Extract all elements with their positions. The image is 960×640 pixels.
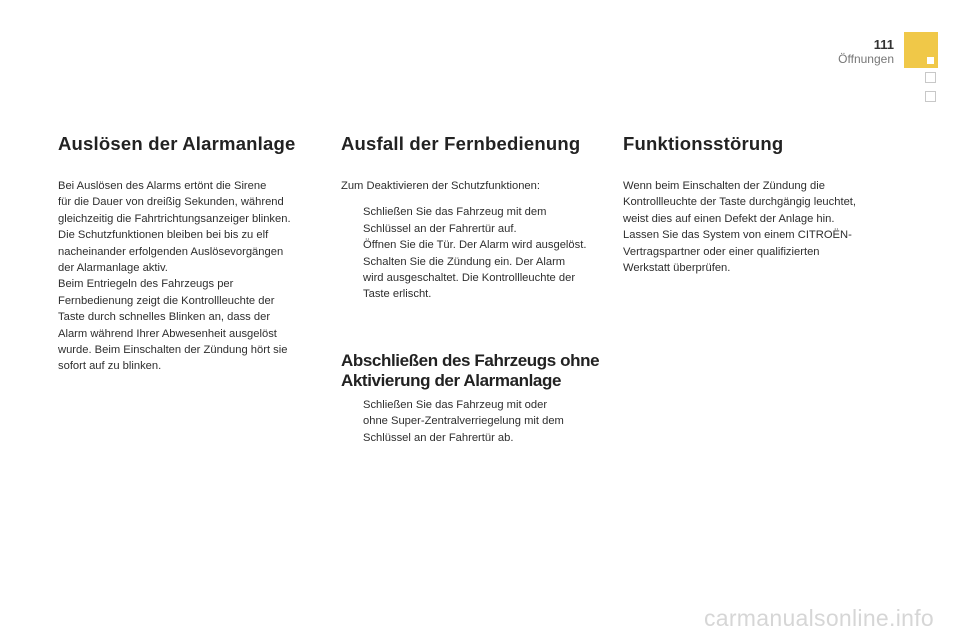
text-line: gleichzeitig die Fahrtrichtungsanzeiger blinken. — [58, 212, 291, 225]
list-item — [341, 204, 603, 237]
section-tab-active — [904, 32, 938, 68]
text-line: Öffnen Sie die Tür. Der Alarm wird ausgelöst. — [363, 239, 587, 252]
column-remote-failure — [341, 132, 603, 303]
heading-lock-without-alarm — [341, 351, 603, 391]
malfunction-text — [623, 178, 885, 276]
text-line: Alarm während Ihrer Abwesenheit ausgelöst — [58, 327, 277, 340]
section-name: Öffnungen — [838, 52, 894, 66]
text-line: Schließen Sie das Fahrzeug mit oder — [363, 399, 548, 411]
text-line: nacheinander erfolgenden Auslösevorgängen — [58, 245, 284, 258]
lock-steps — [341, 397, 603, 446]
text-line: Wenn beim Einschalten der Zündung die — [623, 180, 825, 192]
column-alarm-trigger — [58, 132, 320, 375]
page-number: 111 — [873, 37, 894, 52]
text-line: für die Dauer von dreißig Sekunden, während — [58, 196, 284, 209]
text-line: sofort auf zu blinken. — [58, 360, 162, 373]
text-line: Schlüssel an der Fahrertür auf. — [363, 222, 517, 235]
text-line: Schließen Sie das Fahrzeug mit dem — [363, 206, 547, 219]
tab-marker-icon — [927, 57, 934, 64]
heading-malfunction: Funktionsstörung — [623, 133, 784, 154]
text-line: Beim Entriegeln des Fahrzeugs per — [58, 278, 234, 291]
text-line: Bei Auslösen des Alarms ertönt die Sirene — [58, 180, 267, 192]
heading-line: Aktivierung der Alarmanlage — [341, 371, 562, 390]
heading-alarm-trigger: Auslösen der Alarmanlage — [58, 133, 296, 154]
text-line: ohne Super-Zentralverriegelung mit dem — [363, 415, 564, 428]
text-line: wurde. Beim Einschalten der Zündung hört sie — [58, 344, 288, 357]
column-malfunction — [623, 132, 885, 276]
text-line: der Alarmanlage aktiv. — [58, 262, 168, 275]
text-line: Taste durch schnelles Blinken an, dass der — [58, 311, 271, 324]
text-line: Schalten Sie die Zündung ein. Der Alarm — [363, 255, 566, 268]
lock-without-alarm-section — [341, 351, 603, 446]
text-line: Vertragspartner oder einer qualifizierten — [623, 245, 820, 258]
page-header — [838, 38, 894, 66]
list-item — [341, 397, 603, 446]
text-line: wird ausgeschaltet. Die Kontrollleuchte der — [363, 272, 576, 285]
text-line: Schlüssel an der Fahrertür ab. — [363, 431, 514, 444]
remote-failure-steps — [341, 204, 603, 302]
watermark: carmanualsonline.info — [703, 605, 934, 631]
text-line: weist dies auf einen Defekt der Anlage hin. — [623, 212, 835, 225]
list-item — [341, 237, 603, 253]
remote-failure-intro: Zum Deaktivieren der Schutzfunktionen: — [341, 180, 540, 192]
heading-remote-failure: Ausfall der Fernbedienung — [341, 133, 581, 154]
heading-line: Abschließen des Fahrzeugs ohne — [341, 351, 600, 370]
text-line: Kontrollleuchte der Taste durchgängig leuchtet, — [623, 196, 857, 209]
section-tab-square — [925, 91, 936, 102]
text-line: Die Schutzfunktionen bleiben bei bis zu elf — [58, 229, 269, 242]
text-line: Lassen Sie das System von einem CITROËN- — [623, 229, 852, 242]
section-tab-square — [925, 72, 936, 83]
alarm-trigger-text — [58, 178, 320, 375]
text-line: Fernbedienung zeigt die Kontrollleuchte der — [58, 294, 275, 307]
text-line: Werkstatt überprüfen. — [623, 262, 731, 275]
list-item — [341, 254, 603, 303]
text-line: Taste erlischt. — [363, 288, 432, 301]
